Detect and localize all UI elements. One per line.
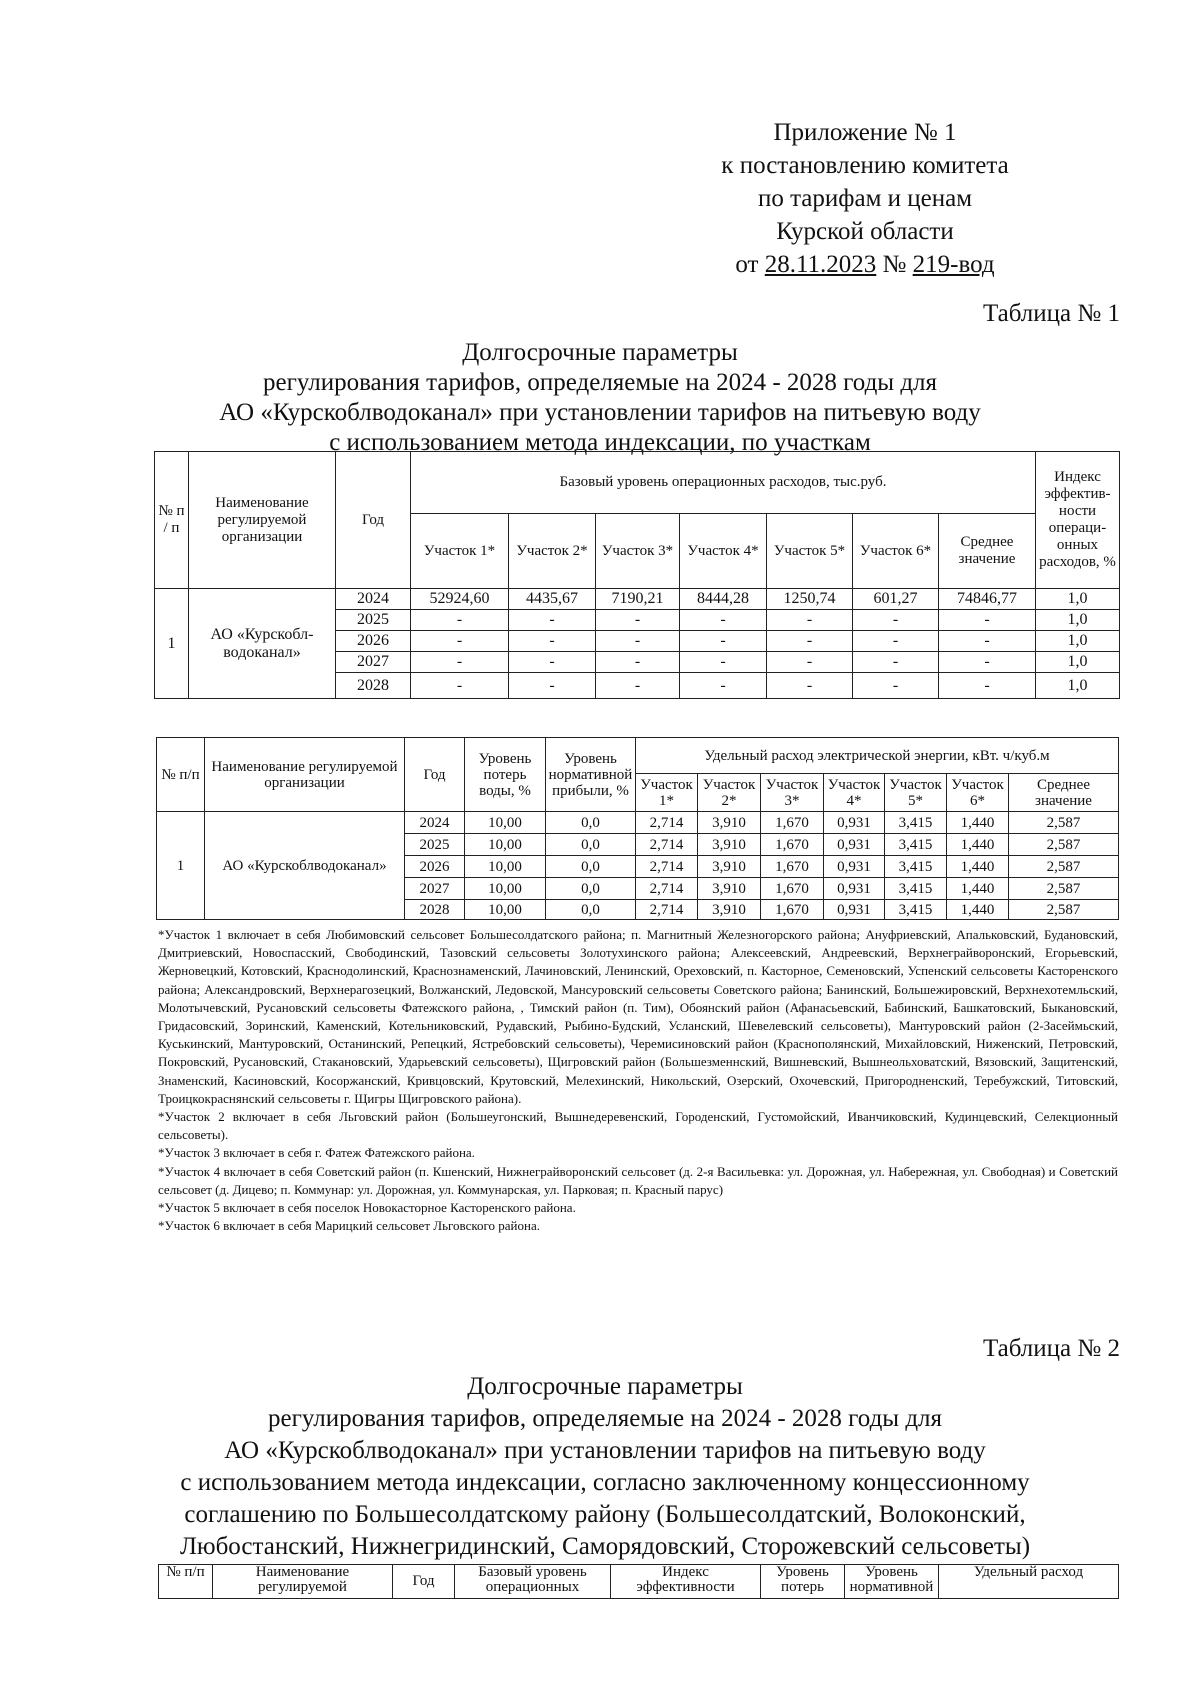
header-num: № п/п: [159, 1565, 213, 1599]
value-cell: -: [853, 610, 939, 631]
year-cell: 2028: [405, 900, 465, 920]
table2-title: [150, 1371, 1060, 1563]
value-cell: 2,714: [636, 900, 698, 920]
value-cell: 1,440: [947, 834, 1009, 856]
value-cell: -: [680, 631, 767, 652]
org-name: АО «Курскоблводоканал»: [205, 812, 405, 920]
header-sub-avg: Среднее значение: [1009, 774, 1119, 812]
header-org: Наименование регулируемой: [213, 1565, 393, 1599]
value-cell: 3,415: [885, 856, 947, 878]
index-cell: 1,0: [1036, 610, 1120, 631]
index-cell: 1,0: [1036, 673, 1120, 699]
value-cell: 0,931: [824, 878, 885, 900]
value-cell: 3,415: [885, 834, 947, 856]
header-sub-1: Участок 1*: [411, 514, 509, 589]
footnote-5: *Участок 5 включает в себя поселок Новокасторное Касторенского района.: [158, 1200, 576, 1216]
value-cell: 601,27: [853, 589, 939, 610]
value-cell: 1,670: [761, 834, 824, 856]
header-profit: Уровень нормативной: [845, 1565, 939, 1599]
value-cell: -: [509, 610, 596, 631]
value-cell: -: [411, 673, 509, 699]
value-cell: 2,714: [636, 856, 698, 878]
footnotes: [158, 926, 1118, 1235]
table2-title-line-4: с использованием метода индексации, согласно заключенному концессионному: [180, 1469, 1030, 1496]
value-cell: -: [939, 673, 1036, 699]
value-cell: 3,910: [698, 834, 761, 856]
date-prefix: от: [735, 251, 759, 278]
header-water-loss: Уровень потерь: [761, 1565, 845, 1599]
value-cell: -: [939, 610, 1036, 631]
year-cell: 2024: [405, 812, 465, 834]
header-energy: Удельный расход электрической энергии, кВт. ч/куб.м: [636, 738, 1119, 774]
value-cell: 1,670: [761, 856, 824, 878]
value-cell: 3,910: [698, 878, 761, 900]
value-cell: -: [680, 610, 767, 631]
value-cell: 3,910: [698, 812, 761, 834]
value-cell: 3,910: [698, 856, 761, 878]
header-base-opex: Базовый уровень операционных: [455, 1565, 611, 1599]
appendix-line-1: Приложение № 1: [773, 119, 957, 146]
header-water-loss: Уровень потерь воды, %: [465, 738, 546, 812]
loss-cell: 10,00: [465, 834, 546, 856]
row-number: 1: [157, 812, 205, 920]
value-cell: -: [596, 631, 680, 652]
value-cell: 3,415: [885, 812, 947, 834]
loss-cell: 10,00: [465, 856, 546, 878]
value-cell: 0,931: [824, 812, 885, 834]
table1-title-line-3: АО «Курскоблводоканал» при установлении тарифов на питьевую воду: [219, 399, 981, 426]
table-row: [155, 589, 1120, 610]
value-cell: 74846,77: [939, 589, 1036, 610]
value-cell: 2,714: [636, 834, 698, 856]
index-cell: 1,0: [1036, 589, 1120, 610]
value-cell: 1,670: [761, 878, 824, 900]
decree-number: 219-вод: [912, 251, 995, 278]
year-cell: 2028: [336, 673, 411, 699]
value-cell: 1250,74: [767, 589, 853, 610]
value-cell: 3,415: [885, 878, 947, 900]
profit-cell: 0,0: [546, 812, 636, 834]
footnote-6: *Участок 6 включает в себя Марицкий сельсовет Льговского района.: [158, 1218, 540, 1234]
header-sub-1: Участок 1*: [636, 774, 698, 812]
table1-title: [150, 338, 1050, 458]
value-cell: 2,587: [1009, 812, 1119, 834]
value-cell: 0,931: [824, 856, 885, 878]
year-cell: 2027: [336, 652, 411, 673]
value-cell: -: [680, 673, 767, 699]
value-cell: -: [680, 652, 767, 673]
table1-title-line-2: регулирования тарифов, определяемые на 2024 - 2028 годы для: [262, 369, 938, 396]
value-cell: -: [767, 631, 853, 652]
index-cell: 1,0: [1036, 631, 1120, 652]
footnote-4: *Участок 4 включает в себя Советский район (п. Кшенский, Нижнеграйворонский сельсовет (д. 2-я Васильевка: ул. Дорожная, ул. Набережная, ул. Свободная) и Советский сельсовет (д. Дицево; п. Коммунар: ул. Дорожная, ул. Коммунарская, ул. Парковая; п. Красный парус): [158, 1163, 1118, 1197]
value-cell: 2,587: [1009, 878, 1119, 900]
value-cell: -: [767, 610, 853, 631]
table1-label: Таблица № 1: [982, 300, 1120, 327]
value-cell: 2,587: [1009, 900, 1119, 920]
header-year: Год: [393, 1565, 455, 1599]
header-sub-5: Участок 5*: [885, 774, 947, 812]
header-sub-2: Участок 2*: [509, 514, 596, 589]
year-cell: 2025: [336, 610, 411, 631]
table2-title-line-6: Любостанский, Нижнегридинский, Саморядовский, Сторожевский сельсоветы): [179, 1533, 1031, 1560]
table-row: [157, 812, 1119, 834]
index-cell: 1,0: [1036, 652, 1120, 673]
table2-label: Таблица № 2: [982, 1335, 1120, 1362]
header-sub-6: Участок 6*: [947, 774, 1009, 812]
value-cell: 0,931: [824, 834, 885, 856]
value-cell: 1,670: [761, 812, 824, 834]
org-name: АО «Курскобл-водоканал»: [189, 589, 336, 699]
row-number: 1: [155, 589, 189, 699]
table1: [154, 451, 1120, 699]
value-cell: 2,714: [636, 878, 698, 900]
profit-cell: 0,0: [546, 878, 636, 900]
value-cell: -: [596, 652, 680, 673]
number-prefix: №: [882, 251, 907, 278]
value-cell: 52924,60: [411, 589, 509, 610]
value-cell: -: [767, 652, 853, 673]
value-cell: 1,670: [761, 900, 824, 920]
value-cell: -: [411, 610, 509, 631]
loss-cell: 10,00: [465, 900, 546, 920]
value-cell: 2,587: [1009, 856, 1119, 878]
value-cell: -: [767, 673, 853, 699]
header-year: Год: [336, 452, 411, 589]
header-num: № п/п: [157, 738, 205, 812]
header-energy: Удельный расход: [939, 1565, 1119, 1599]
table2-title-line-3: АО «Курскоблводоканал» при установлении тарифов на питьевую воду: [224, 1437, 986, 1464]
value-cell: -: [939, 652, 1036, 673]
footnote-1: *Участок 1 включает в себя Любимовский сельсовет Большесолдатского района; п. Магнитный Железногорского района; Ануфриевский, Апальковский, Будановский, Дмитриевский, Новоспасский, Свободинский, Тазовский сельсоветы Золотухинского района; Алексеевский, Андреевский, Верхнеграйворонский, Егорьевский, Жерновецкий, Котовский, Краснодолинский, Краснознаменский, Лачиновский, Ленинский, Ореховский, п. Касторное, Семеновский, Успенский сельсоветы Касторенского района; Александровский, Верхнерагозецкий, Волжанский, Ледовской, Мансуровский сельсоветы Советского района; Банинский, Большежировский, Верхнехотемльский, Молотычевский, Русановский сельсоветы Фатежского района, , Тимский район (п. Тим), Обоянский район (Афанасьевский, Бабинский, Башкатовский, Быкановский, Гридасовский, Зоринский, Каменский, Котельниковский, Рудавский, Рыбино-Будский, Усланский, Шевелевский сельсоветы), Мантуровский район (2-Засеймьский, Куськинский, Мантуровский, Останинский, Репецкий, Ястребовский сельсоветы), Черемисиновский район (Краснополянский, Михайловский, Ниженский, Петровский, Покровский, Русановский, Стакановский, Ударьевский сельсоветы), Щигровский район (Большезменнский, Вишневский, Вышнеольховатский, Вязовский, Защитенский, Знаменский, Касиновский, Косоржанский, Кривцовский, Крутовский, Мелехинский, Никольский, Озерский, Охочевский, Пригородненский, Теребужский, Титовский, Троицкокраснянский сельсоветы г. Щигры Щигровского района).: [158, 927, 1118, 1106]
header-profit: Уровень нормативной прибыли, %: [546, 738, 636, 812]
value-cell: 1,440: [947, 900, 1009, 920]
value-cell: -: [509, 652, 596, 673]
decree-date: 28.11.2023: [764, 251, 877, 278]
value-cell: -: [411, 631, 509, 652]
value-cell: -: [509, 673, 596, 699]
value-cell: -: [853, 652, 939, 673]
year-cell: 2025: [405, 834, 465, 856]
loss-cell: 10,00: [465, 878, 546, 900]
table2-title-line-1: Долгосрочные параметры: [467, 1373, 743, 1400]
footnote-3: *Участок 3 включает в себя г. Фатеж Фатежского района.: [158, 1145, 475, 1161]
year-cell: 2027: [405, 878, 465, 900]
appendix-line-3: по тарифам и ценам: [757, 185, 973, 212]
value-cell: 7190,21: [596, 589, 680, 610]
table2-title-line-5: соглашению по Большесолдатскому району (Большесолдатский, Волоконский,: [184, 1501, 1026, 1528]
header-sub-2: Участок 2*: [698, 774, 761, 812]
appendix-header: [700, 116, 1030, 281]
header-year: Год: [405, 738, 465, 812]
value-cell: 1,440: [947, 856, 1009, 878]
year-cell: 2024: [336, 589, 411, 610]
header-num: № п / п: [155, 452, 189, 589]
profit-cell: 0,0: [546, 856, 636, 878]
value-cell: -: [411, 652, 509, 673]
value-cell: -: [939, 631, 1036, 652]
value-cell: -: [853, 631, 939, 652]
header-base-opex: Базовый уровень операционных расходов, тыс.руб.: [411, 452, 1036, 514]
value-cell: 3,415: [885, 900, 947, 920]
value-cell: 3,910: [698, 900, 761, 920]
value-cell: 2,714: [636, 812, 698, 834]
year-cell: 2026: [405, 856, 465, 878]
appendix-date-line: [700, 248, 1030, 281]
header-sub-5: Участок 5*: [767, 514, 853, 589]
value-cell: 1,440: [947, 878, 1009, 900]
appendix-line-2: к постановлению комитета: [721, 152, 1009, 179]
header-org: Наименование регулируемой организации: [189, 452, 336, 589]
value-cell: 1,440: [947, 812, 1009, 834]
table2: [156, 737, 1119, 920]
value-cell: -: [853, 673, 939, 699]
value-cell: 0,931: [824, 900, 885, 920]
value-cell: 2,587: [1009, 834, 1119, 856]
appendix-line-4: Курской области: [776, 218, 954, 245]
value-cell: -: [509, 631, 596, 652]
value-cell: 8444,28: [680, 589, 767, 610]
table2-title-line-2: регулирования тарифов, определяемые на 2024 - 2028 годы для: [267, 1405, 943, 1432]
header-sub-3: Участок 3*: [761, 774, 824, 812]
header-sub-4: Участок 4*: [680, 514, 767, 589]
table3: [158, 1564, 1119, 1599]
header-sub-3: Участок 3*: [596, 514, 680, 589]
header-org: Наименование регулируемой организации: [205, 738, 405, 812]
loss-cell: 10,00: [465, 812, 546, 834]
value-cell: -: [596, 610, 680, 631]
profit-cell: 0,0: [546, 900, 636, 920]
header-efficiency-index: Индекс эффектив-ности операци-онных расходов, %: [1036, 452, 1120, 589]
table1-title-line-4: с использованием метода индексации, по участкам: [329, 429, 871, 456]
value-cell: -: [596, 673, 680, 699]
profit-cell: 0,0: [546, 834, 636, 856]
header-sub-6: Участок 6*: [853, 514, 939, 589]
value-cell: 4435,67: [509, 589, 596, 610]
footnote-2: *Участок 2 включает в себя Льговский район (Большеугонский, Вышнедеревенский, Городенский, Густомойский, Иванчиковский, Кудинцевский, Селекционный сельсоветы).: [158, 1109, 1118, 1143]
header-sub-4: Участок 4*: [824, 774, 885, 812]
header-efficiency-index: Индекс эффективности: [611, 1565, 761, 1599]
header-sub-avg: Среднее значение: [939, 514, 1036, 589]
table1-title-line-1: Долгосрочные параметры: [462, 339, 738, 366]
year-cell: 2026: [336, 631, 411, 652]
